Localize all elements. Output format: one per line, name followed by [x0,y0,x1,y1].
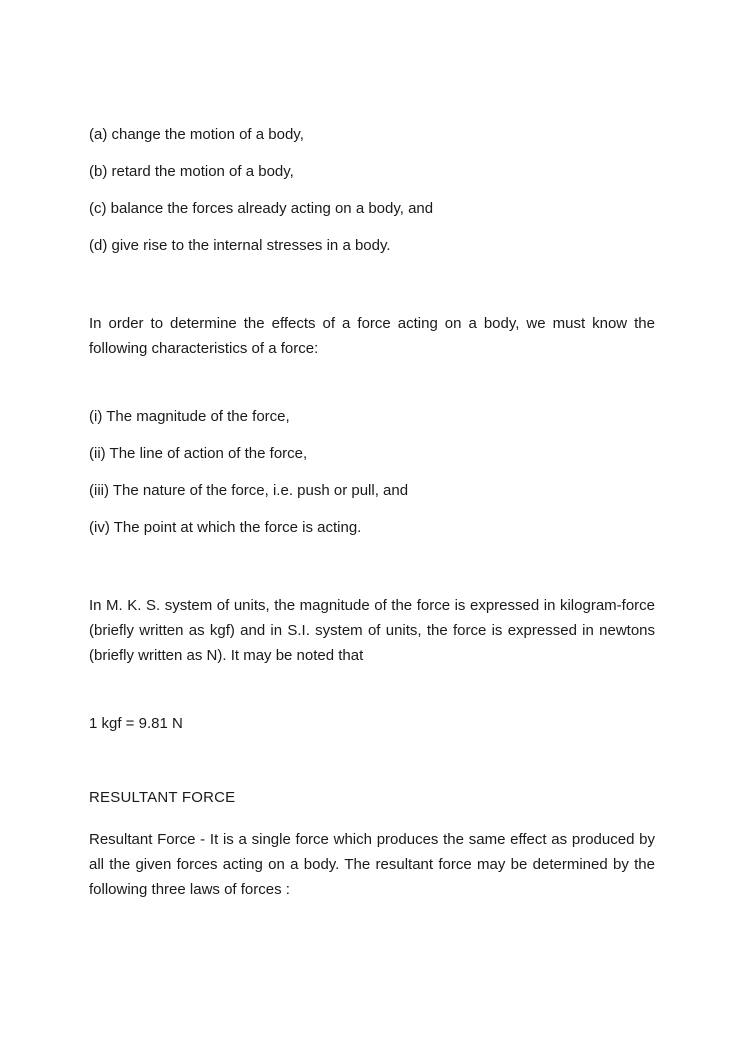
resultant-force-paragraph: Resultant Force - It is a single force which produces the same effect as produced by all the given forces acting on a body. The resultant force may be determined by the following three laws of forces : [89,831,655,898]
characteristics-list [89,408,655,537]
section-heading: RESULTANT FORCE [89,789,236,806]
effects-list [89,126,655,255]
section-spacer [89,668,655,715]
list-item: (b) retard the motion of a body, [89,163,294,180]
conversion-equation: 1 kgf = 9.81 N [89,715,183,732]
section-spacer [89,807,655,827]
list-item: (ii) The line of action of the force, [89,445,308,462]
section-spacer [89,537,655,593]
list-item: (iv) The point at which the force is acting. [89,519,362,536]
section-spacer [89,361,655,408]
section-spacer [89,733,655,789]
list-item: (d) give rise to the internal stresses in a body. [89,237,391,254]
list-item: (i) The magnitude of the force, [89,408,290,425]
section-spacer [89,255,655,311]
list-item: (iii) The nature of the force, i.e. push or pull, and [89,482,409,499]
list-item: (a) change the motion of a body, [89,126,304,143]
list-item: (c) balance the forces already acting on a body, and [89,200,434,217]
units-paragraph: In M. K. S. system of units, the magnitude of the force is expressed in kilogram-force (briefly written as kgf) and in S.I. system of units, the force is expressed in newtons (briefly written as N). It may be noted that [89,597,655,664]
document-content [89,126,655,902]
intro-paragraph: In order to determine the effects of a force acting on a body, we must know the following characteristics of a force: [89,315,655,357]
